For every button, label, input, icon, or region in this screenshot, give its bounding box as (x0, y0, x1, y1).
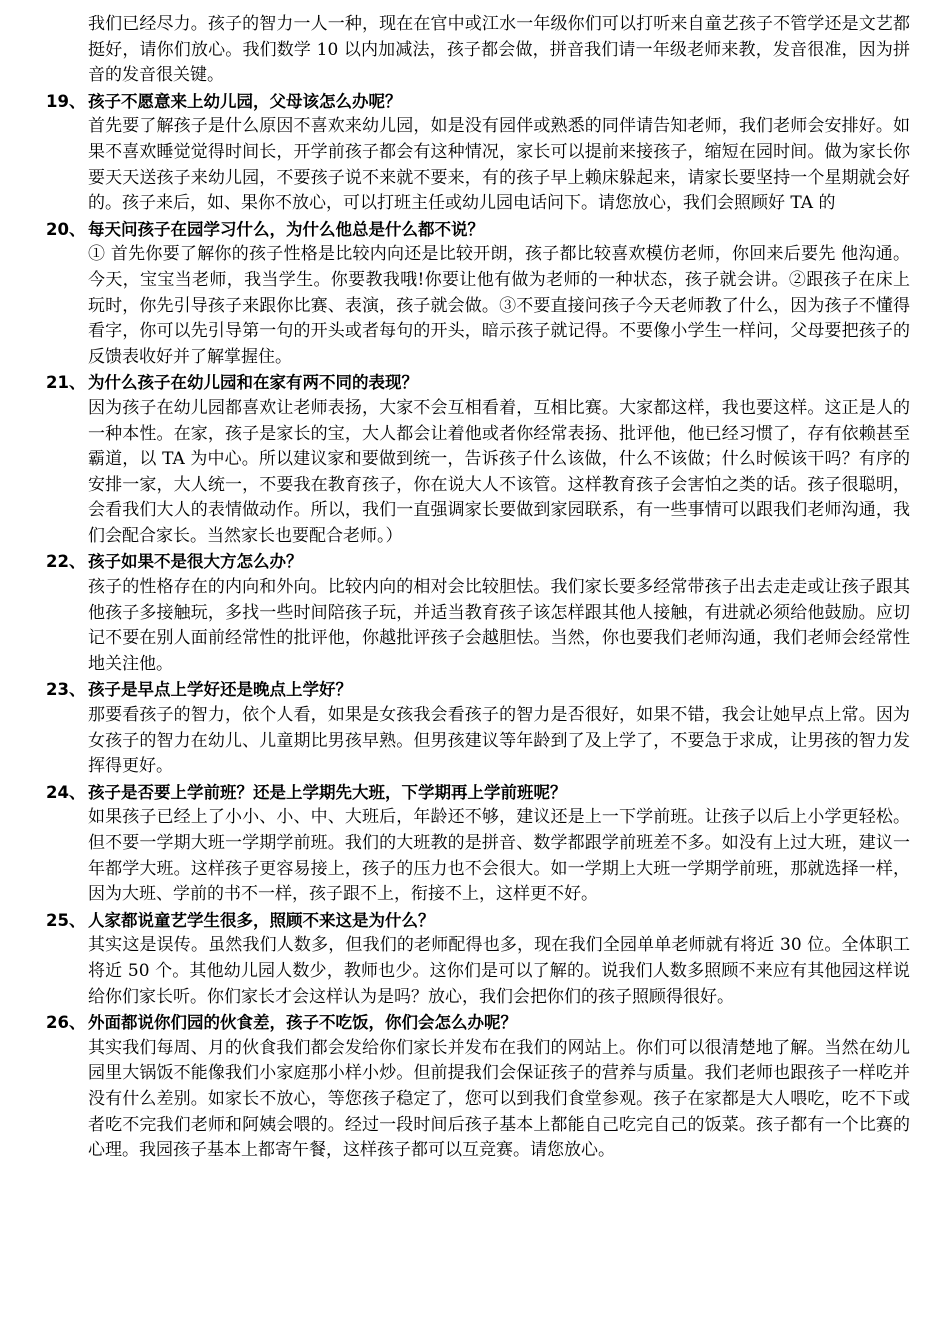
qa-item (46, 677, 910, 779)
answer-paragraph: 其实我们每周、月的伙食我们都会发给你们家长并发布在我们的网站上。你们可以很清楚地了解。当然在幼儿园里大锅饭不能像我们小家庭那小样小炒。但前提我们会保证孩子的营养与质量。我们老师也跟孩子一样吃并没有什么差别。如家长不放心，等您孩子稳定了，您可以到我们食堂参观。孩子在家都是大人喂吃，吃不下或者吃不完我们老师和阿姨会喂的。经过一段时间后孩子基本上都能自己吃完自己的饭菜。孩子都有一个比赛的心理。我园孩子基本上都寄午餐，这样孩子都可以互竞赛。请您放心。 (88, 1037, 910, 1161)
question-text: 孩子如果不是很大方怎么办？ (88, 552, 303, 572)
question-number: 20、 (46, 219, 86, 239)
answer-paragraph: 首先要了解孩子是什么原因不喜欢来幼儿园，如是没有园伴或熟悉的同伴请告知老师，我们老师会安排好。如果不喜欢睡觉觉得时间长，开学前孩子都会有这种情况，家长可以提前来接孩子，缩短在园时间。做为家长你要天天送孩子来幼儿园，不要孩子说不来就不要来，有的孩子早上赖床躲起来，请家长要坚持一个星期就会好的。孩子来后，如、果你不放心，可以打班主任或幼儿园电话问下。请您放心，我们会照顾好 TA 的 (88, 116, 910, 214)
question-heading (46, 780, 910, 806)
qa-item (46, 89, 910, 217)
intro-paragraph: 我们已经尽力。孩子的智力一人一种，现在在官中或江水一年级你们可以打听来自童艺孩子不管学还是文艺都挺好，请你们放心。我们数学 10 以内加减法，孩子都会做，拼音我们请一年级老师来教，发音很准，因为拼音的发音很关键。 (88, 14, 910, 86)
question-text: 每天问孩子在园学习什么，为什么他总是什么都不说？ (88, 219, 484, 239)
question-heading (46, 908, 910, 934)
qa-item (46, 780, 910, 908)
question-text: 孩子是否要上学前班？还是上学期先大班，下学期再上学前班呢？ (88, 782, 567, 802)
question-text: 外面都说你们园的伙食差，孩子不吃饭，你们会怎么办呢？ (88, 1013, 517, 1033)
qa-item (46, 370, 910, 549)
answer-paragraph: 孩子的性格存在的内向和外向。比较内向的相对会比较胆怯。我们家长要多经常带孩子出去走走或让孩子跟其他孩子多接触玩，多找一些时间陪孩子玩，并适当教育孩子该怎样跟其他人接触，有进就必须给他鼓励。应切记不要在别人面前经常性的批评他，你越批评孩子会越胆怯。当然，你也要我们老师沟通，我们老师会经常性地关注他。 (88, 577, 910, 674)
qa-item (46, 549, 910, 677)
question-heading (46, 370, 910, 396)
answer-paragraph: ① 首先你要了解你的孩子性格是比较内向还是比较开朗，孩子都比较喜欢模仿老师，你回来后要先 他沟通。今天，宝宝当老师，我当学生。你要教我哦!你要让他有做为老师的一种状态，孩子就会讲。②跟孩子在床上玩时，你先引导孩子来跟你比赛、表演，孩子就会做。③不要直接问孩子今天老师教了什么，因为孩子不懂得看字，你可以先引导第一句的开头或者每句的开头，暗示孩子就记得。不要像小学生一样问，父母要把孩子的反馈表收好并了解掌握住。 (88, 244, 910, 367)
qa-item (46, 908, 910, 1010)
question-number: 25、 (46, 910, 86, 930)
answer-paragraph: 那要看孩子的智力，依个人看，如果是女孩我会看孩子的智力是否很好，如果不错，我会让她早点上常。因为女孩子的智力在幼儿、儿童期比男孩早熟。但男孩建议等年龄到了及上学了，不要急于求成，让男孩的智力发挥得更好。 (88, 705, 910, 777)
question-number: 24、 (46, 782, 86, 802)
question-heading (46, 1010, 910, 1036)
answer-paragraph: 如果孩子已经上了小小、小、中、大班后，年龄还不够，建议还是上一下学前班。让孩子以后上小学更轻松。但不要一学期大班一学期学前班。我们的大班教的是拼音、数学都跟学前班差不多。如没有上过大班，建议一年都学大班。这样孩子更容易接上，孩子的压力也不会很大。如一学期上大班一学期学前班，那就选择一样，因为大班、学前的书不一样，孩子跟不上，衔接不上，这样更不好。 (88, 807, 910, 905)
question-heading (46, 89, 910, 115)
qa-item (46, 217, 910, 371)
qa-list (46, 89, 910, 1164)
question-text: 孩子不愿意来上幼儿园，父母该怎么办呢？ (88, 91, 402, 111)
answer-paragraph: 其实这是误传。虽然我们人数多，但我们的老师配得也多，现在我们全园单单老师就有将近 30 位。全体职工将近 50 个。其他幼儿园人数少，教师也少。这你们是可以了解的。说我们人数多照顾不来应有其他园这样说给你们家长听。你们家长才会这样认为是吗？放心，我们会把你们的孩子照顾得很好。 (88, 935, 910, 1007)
question-heading (46, 549, 910, 575)
question-number: 26、 (46, 1013, 86, 1033)
question-number: 22、 (46, 552, 86, 572)
question-number: 21、 (46, 373, 86, 393)
question-number: 23、 (46, 680, 86, 700)
question-text: 为什么孩子在幼儿园和在家有两不同的表现？ (88, 373, 418, 393)
answer-paragraph: 因为孩子在幼儿园都喜欢让老师表扬，大家不会互相看着，互相比赛。大家都这样，我也要这样。这正是人的一种本性。在家，孩子是家长的宝，大人都会让着他或者你经常表扬、批评他，他已经习惯了，存有依赖甚至霸道，以 TA 为中心。所以建议家和要做到统一，告诉孩子什么该做，什么不该做；什么时候该干吗？有序的安排一家，大人统一，不要我在教育孩子，你在说大人不该管。这样教育孩子会害怕之类的话。孩子很聪明，会看我们大人的表情做动作。所以，我们一直强调家长要做到家园联系，有一些事情可以跟我们老师沟通，我们会配合家长。当然家长也要配合老师。） (88, 397, 910, 546)
question-text: 孩子是早点上学好还是晚点上学好？ (88, 680, 352, 700)
question-text: 人家都说童艺学生很多，照顾不来这是为什么？ (88, 910, 435, 930)
question-number: 19、 (46, 91, 86, 111)
question-heading (46, 217, 910, 243)
qa-item (46, 1010, 910, 1164)
question-heading (46, 677, 910, 703)
